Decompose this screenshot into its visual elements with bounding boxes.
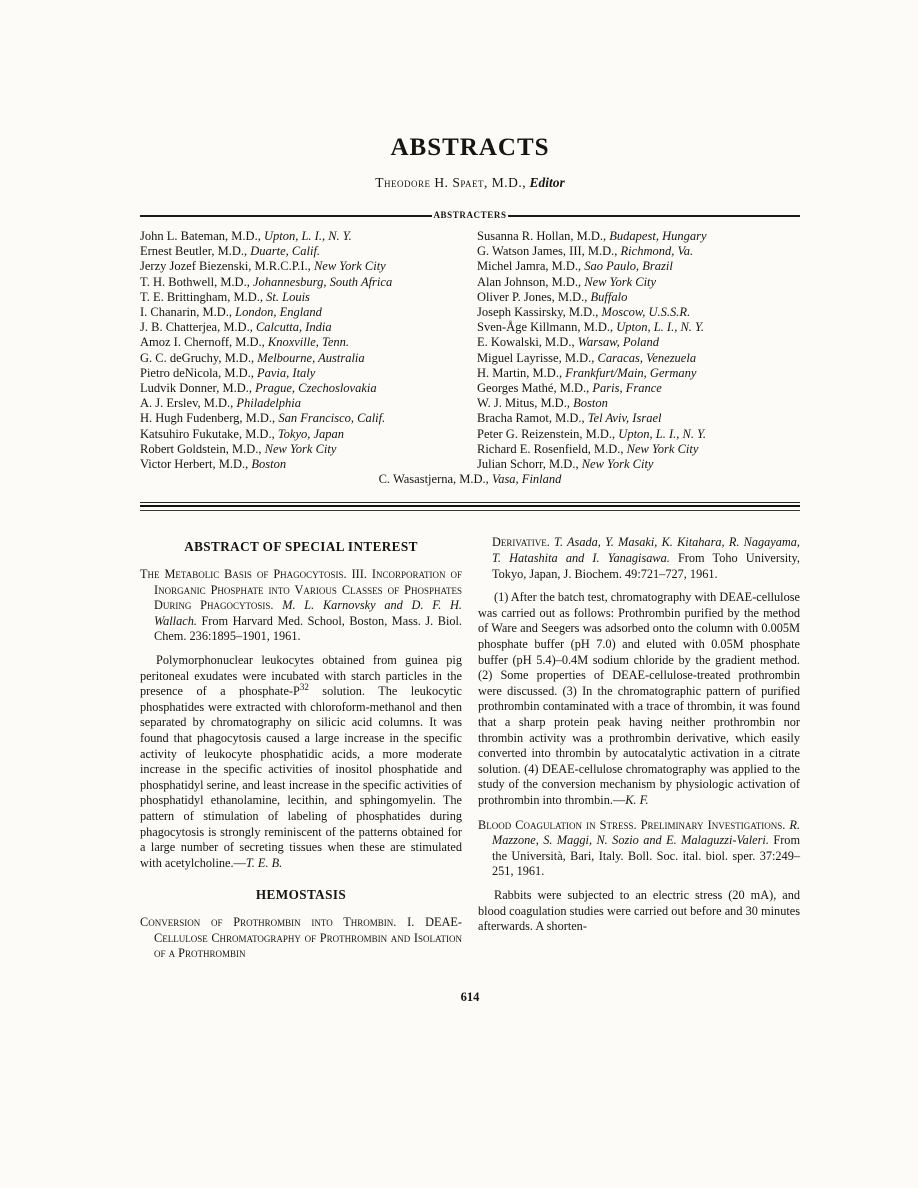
citation-prothrombin-continuation [478, 535, 800, 582]
citation-title: Blood Coagulation in Stress. Preliminary Investigations. [478, 817, 786, 832]
abstracter-name: Bracha Ramot, M.D., [477, 411, 585, 426]
abstracter-entry [140, 396, 463, 411]
abstracter-entry [140, 457, 463, 472]
abstracter-entry [477, 259, 800, 274]
abstracter-entry-centered [140, 472, 800, 487]
citation-authors: R. Mazzone, S. Maggi, N. Sozio and E. Malaguzzi-Valeri. [492, 817, 801, 848]
abstracter-entry [477, 381, 800, 396]
article-body [140, 535, 800, 969]
abstracter-name: Ernest Beutler, M.D., [140, 244, 248, 259]
abstracter-name: Alan Johnson, M.D., [477, 274, 582, 289]
abstract-paragraph [478, 888, 800, 935]
abstracter-location: Prague, Czechoslovakia [255, 381, 377, 396]
citation-blood-coagulation [478, 818, 800, 880]
abstracter-location: Upton, L. I., N. Y. [618, 426, 707, 441]
abstracter-name: Joseph Kassirsky, M.D., [477, 305, 599, 320]
citation-source: From Harvard Med. School, Boston, Mass. J. Biol. Chem. 236:1895–1901, 1961. [154, 613, 463, 644]
paragraph-text: Polymorphonuclear leukocytes obtained from guinea pig peritoneal exudates were incubated with starch particles in the presence of a phosphate-P [140, 653, 462, 699]
abstracter-location: Knoxville, Tenn. [267, 335, 350, 350]
citation-title: Derivative. [492, 535, 550, 550]
abstracter-name: Amoz I. Chernoff, M.D., [140, 335, 265, 350]
page-title: ABSTRACTS [390, 134, 550, 161]
abstracter-location: Budapest, Hungary [609, 229, 707, 243]
abstracter-entry [477, 335, 800, 350]
abstracter-name: H. Martin, M.D., [477, 365, 563, 380]
abstracter-entry [477, 275, 800, 290]
editor-line [140, 175, 800, 191]
citation-authors: T. Asada, Y. Masaki, K. Kitahara, R. Nagayama, T. Hatashita and I. Yanagisawa. [492, 535, 800, 566]
abstracter-entry [140, 305, 463, 320]
abstracter-name: Jerzy Jozef Biezenski, M.R.C.P.I., [140, 259, 311, 274]
abstracter-name: Richard E. Rosenfield, M.D., [477, 441, 624, 456]
abstracter-name: Peter G. Reizenstein, M.D., [477, 426, 616, 441]
abstracter-name: Pietro deNicola, M.D., [140, 365, 254, 380]
abstracter-location: New York City [264, 441, 337, 456]
rule-label: ABSTRACTERS [433, 210, 507, 220]
abstracter-entry [477, 396, 800, 411]
abstracter-entry [477, 320, 800, 335]
abstracter-location: Boston [573, 396, 608, 411]
abstracter-entry [477, 457, 800, 472]
abstracter-location: New York City [626, 441, 699, 456]
paragraph-text: (1) After the batch test, chromatography with DEAE-cellulose was carried out as follows: Prothrombin purified by the method of Ware and Seegers was adsorbed onto the column with 0.005M phosphate buffer (pH 7.0) and eluted with 0.05M phosphate buffer (pH 5.4)–0.4M sodium chloride by the gradient method. (2) Some properties of DEAE-cellulose-treated prothrombin were discussed. (3) In the chromatographic pattern of purified prothrombin contaminated with a trace of thrombin, it was found that a sharp protein peak having neither prothrombin nor thrombin activity was a prothrombin derivative, which easily converted into thrombin by autocatalytic activation in a citrate solution. (4) DEAE-cellulose chromatography was applied to the study of the conversion mechanism by physiologic activation of prothrombin into thrombin.— [478, 590, 800, 807]
abstracters-list-right [477, 229, 800, 472]
abstracter-entry [140, 381, 463, 396]
abstracters-list-left [140, 229, 463, 472]
abstracter-location: Frankfurt/Main, Germany [565, 365, 697, 380]
abstracter-location: Pavia, Italy [257, 365, 316, 380]
abstracter-location: New York City [313, 259, 386, 274]
column-right [478, 535, 800, 969]
abstracter-entry [140, 229, 463, 244]
abstracter-entry [477, 442, 800, 457]
abstracter-location: New York City [581, 457, 654, 472]
abstracter-location: Johannesburg, South Africa [252, 274, 393, 289]
citation-source: From Toho University, Tokyo, Japan, J. Biochem. 49:721–727, 1961. [492, 551, 800, 581]
abstracter-entry [140, 351, 463, 366]
abstracter-name: W. J. Mitus, M.D., [477, 396, 570, 411]
editor-name: Theodore H. Spaet, M.D., [375, 175, 527, 190]
citation-source: From the Università, Bari, Italy. Boll. Soc. ital. biol. sper. 37:249–251, 1961. [492, 833, 801, 879]
abstract-paragraph [140, 653, 462, 871]
citation-metabolic-basis [140, 567, 462, 645]
abstracter-location: Melbourne, Australia [257, 350, 365, 365]
abstracter-location: Tel Aviv, Israel [587, 411, 662, 426]
abstracter-name: Georges Mathé, M.D., [477, 381, 590, 396]
superscript-isotope: 32 [299, 682, 309, 693]
abstracter-name: A. J. Erslev, M.D., [140, 396, 234, 411]
abstracter-name: I. Chanarin, M.D., [140, 305, 232, 320]
abstracter-name: Ludvik Donner, M.D., [140, 381, 252, 396]
abstracter-entry [477, 305, 800, 320]
abstracter-name: Robert Goldstein, M.D., [140, 441, 262, 456]
abstracter-location: St. Louis [266, 289, 310, 304]
abstracter-entry [140, 427, 463, 442]
abstracter-name: C. Wasastjerna, M.D., [378, 472, 489, 487]
abstracter-location: Richmond, Va. [620, 244, 694, 259]
abstracter-location: Sao Paulo, Brazil [584, 259, 673, 274]
paragraph-text: solution. The leukocytic phosphatides were extracted with chloroform-methanol and then separated by chromatography on silicic acid columns. It was found that phagocytosis caused a large increase in the specific activity of leukocyte phosphatidic acids, a more moderate increase in the specific activities of inositol phosphatide and phosphatidyl serine, and least increase in the specific activities of phosphatidyl ethanolamine, lecithin, and sphingomyelin. The pattern of stimulation of labeling of phosphatides during phagocytosis is strongly reminiscent of the patterns obtained for a large number of secreting tissues when these are stimulated with acetylcholine.— [140, 684, 462, 870]
abstracters-rule [140, 211, 800, 220]
abstracter-entry [140, 442, 463, 457]
abstracter-entry [477, 411, 800, 426]
section-heading-special-interest: ABSTRACT OF SPECIAL INTEREST [184, 539, 418, 555]
abstracter-entry [140, 335, 463, 350]
abstracter-name: Oliver P. Jones, M.D., [477, 289, 588, 304]
abstracter-name: G. C. deGruchy, M.D., [140, 350, 255, 365]
abstracter-name: John L. Bateman, M.D., [140, 229, 261, 243]
column-left [140, 535, 462, 969]
abstracter-entry [477, 229, 800, 244]
page-number: 614 [460, 989, 480, 1004]
abstracter-location: Calcutta, India [255, 320, 332, 335]
abstracter-location: New York City [584, 274, 657, 289]
abstracter-signature: T. E. B. [245, 855, 283, 870]
abstracter-entry [477, 351, 800, 366]
abstracter-name: J. B. Chatterjea, M.D., [140, 320, 253, 335]
abstracter-location: Tokyo, Japan [277, 426, 345, 441]
abstracter-entry [477, 290, 800, 305]
abstracter-location: Buffalo [590, 289, 628, 304]
abstracter-entry [477, 427, 800, 442]
abstracter-location: Caracas, Venezuela [597, 350, 697, 365]
abstracter-location: Upton, L. I., N. Y. [616, 320, 704, 335]
abstracter-entry [140, 290, 463, 305]
abstracter-name: T. H. Bothwell, M.D., [140, 274, 250, 289]
abstracter-entry [140, 320, 463, 335]
citation-authors: M. L. Karnovsky and D. F. H. Wallach. [154, 598, 463, 628]
section-divider-rule [140, 502, 800, 511]
abstracter-location: Moscow, U.S.S.R. [601, 305, 691, 320]
abstracter-name: E. Kowalski, M.D., [477, 335, 575, 350]
abstract-paragraph [478, 590, 800, 808]
abstracter-name: Susanna R. Hollan, M.D., [477, 229, 607, 243]
abstracter-entry [140, 366, 463, 381]
abstracter-location: Upton, L. I., N. Y. [263, 229, 352, 243]
abstracter-name: Katsuhiro Fukutake, M.D., [140, 426, 275, 441]
abstracter-entry [140, 411, 463, 426]
rule-line-right [508, 215, 800, 217]
citation-prothrombin-fragment [140, 915, 462, 962]
abstracter-location: Warsaw, Poland [577, 335, 659, 350]
abstracter-location: Boston [251, 457, 287, 472]
abstracter-name: T. E. Brittingham, M.D., [140, 289, 264, 304]
section-heading-hemostasis: HEMOSTASIS [255, 887, 347, 903]
abstracter-entry [140, 244, 463, 259]
page-content [140, 0, 800, 1005]
citation-title: Conversion of Prothrombin into Thrombin. I. DEAE-Cellulose Chromatography of Prothrombin and Isolation of a Prothrombin [140, 914, 462, 961]
abstracter-name: G. Watson James, III, M.D., [477, 244, 618, 259]
abstracter-name: Sven-Åge Killmann, M.D., [477, 320, 614, 335]
abstracter-entry [140, 259, 463, 274]
abstracter-name: Julian Schorr, M.D., [477, 457, 579, 472]
abstracter-location: London, England [235, 305, 322, 320]
abstracter-location: Duarte, Calif. [250, 244, 321, 259]
abstracters-list [140, 229, 800, 472]
abstracter-entry [477, 366, 800, 381]
abstracter-name: H. Hugh Fudenberg, M.D., [140, 411, 276, 426]
abstracter-entry [140, 275, 463, 290]
citation-title: The Metabolic Basis of Phagocytosis. III. Incorporation of Inorganic Phosphate into Various Classes of Phosphates During Phagocytosis. [140, 567, 462, 613]
abstracter-entry [477, 244, 800, 259]
abstracter-name: Miguel Layrisse, M.D., [477, 350, 595, 365]
abstracter-signature: K. F. [625, 792, 649, 807]
abstracter-location: San Francisco, Calif. [278, 411, 386, 426]
paragraph-text: Rabbits were subjected to an electric stress (20 mA), and blood coagulation studies were carried out before and 30 minutes afterwards. A shorten- [478, 887, 800, 934]
abstracter-location: Vasa, Finland [491, 472, 562, 487]
abstracter-location: Paris, France [592, 381, 662, 396]
rule-line-left [140, 215, 432, 217]
abstracter-location: Philadelphia [236, 396, 301, 411]
editor-role: Editor [529, 175, 565, 190]
abstracter-name: Michel Jamra, M.D., [477, 259, 582, 274]
abstracter-name: Victor Herbert, M.D., [140, 457, 249, 472]
